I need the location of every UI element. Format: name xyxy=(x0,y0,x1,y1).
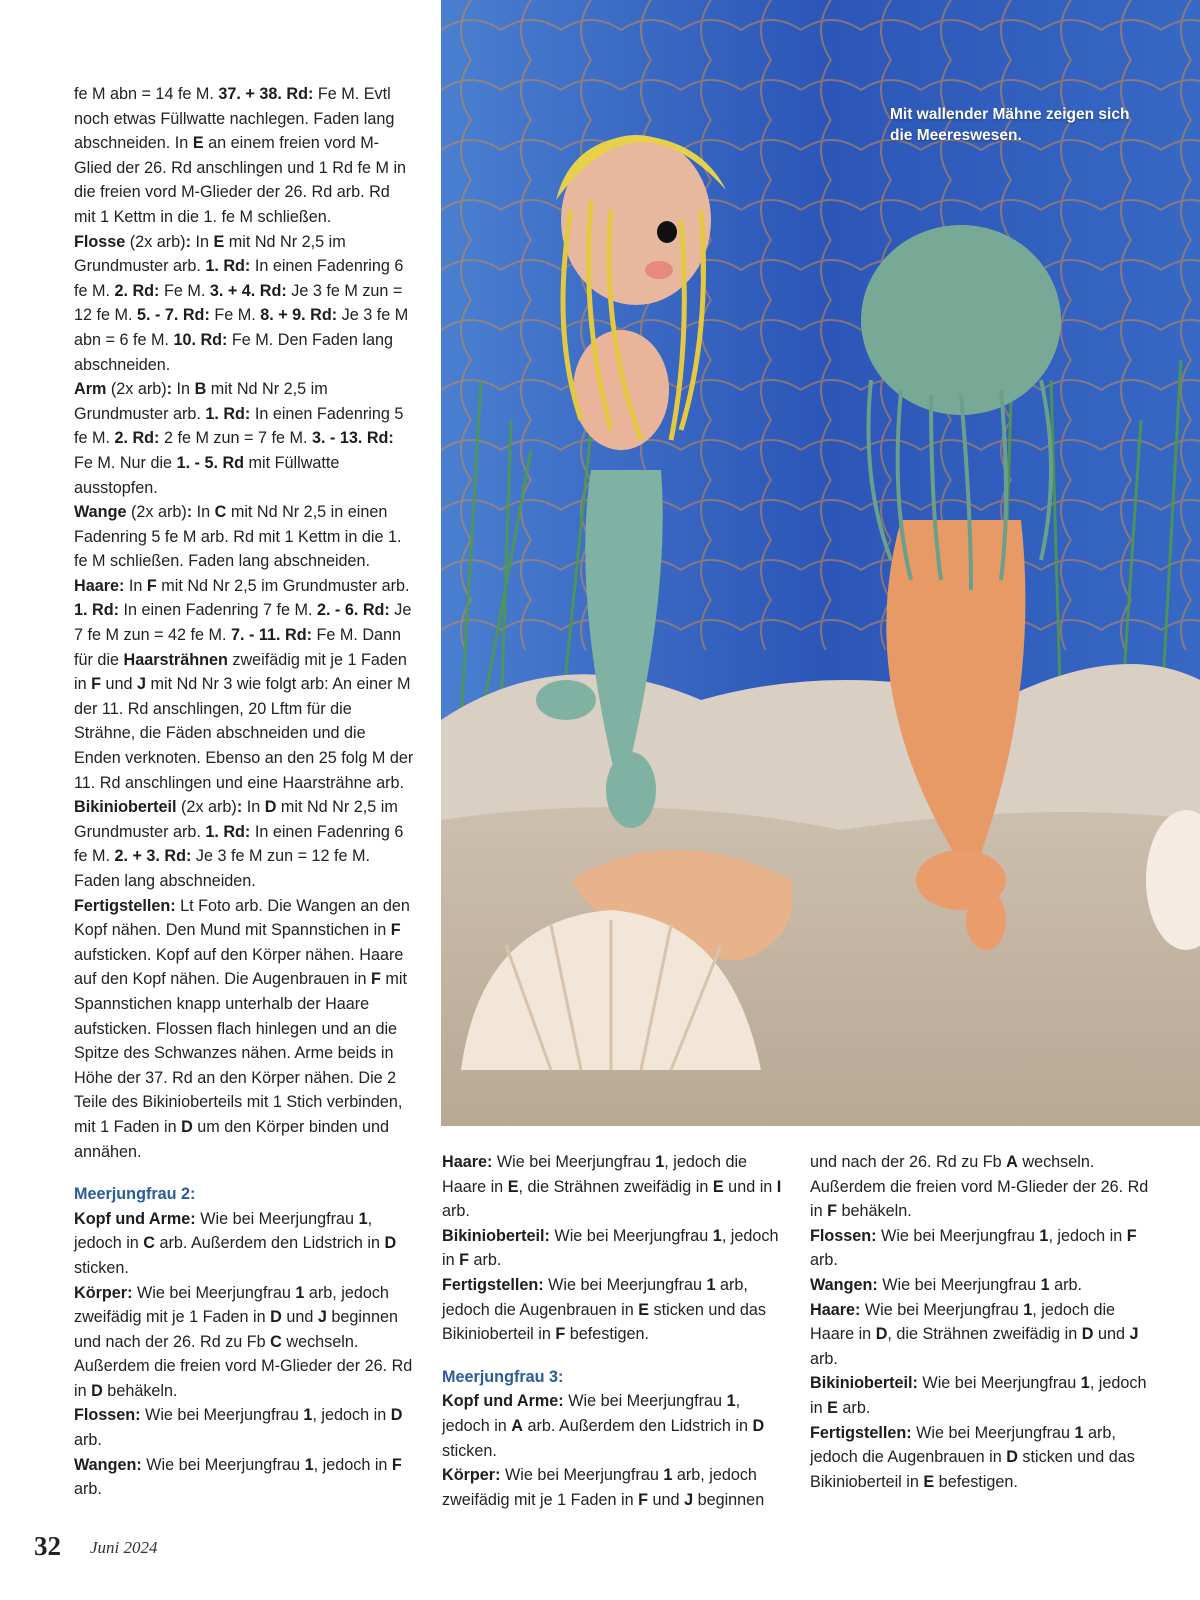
text-span: Wie bei Meerjungfrau xyxy=(141,1455,305,1474)
bold-span: D xyxy=(181,1117,193,1136)
bold-span: F xyxy=(459,1251,469,1270)
text-span: sticken und das Bikinioberteil in xyxy=(810,1448,1135,1491)
text-span: Wie bei Meerjungfrau xyxy=(543,1275,707,1294)
bold-span: 1 xyxy=(655,1153,665,1171)
text-span: (2x arb) xyxy=(125,232,186,251)
bold-span: D xyxy=(270,1308,282,1327)
text-span: , die Strähnen zweifädig in xyxy=(518,1177,713,1196)
paragraph-arm xyxy=(74,377,414,500)
bold-span: Haarsträhnen xyxy=(123,650,228,669)
middle-text-column xyxy=(442,1150,782,1512)
bold-span: Bikinioberteil: xyxy=(810,1374,918,1393)
text-span: In einen Fadenring 6 fe M. xyxy=(74,822,404,866)
paragraph-m3-fertig xyxy=(810,1421,1150,1495)
text-span: Wie bei Meerjungfrau xyxy=(549,1226,713,1245)
text-span: , jedoch die Haare in xyxy=(810,1300,1116,1344)
text-span: (2x arb) xyxy=(106,380,167,399)
text-span: fe M abn = 14 fe M. xyxy=(74,85,219,103)
text-span: mit Nd Nr 2,5 im Grundmuster arb. xyxy=(74,380,328,423)
bold-span: Kopf und Arme: xyxy=(74,1209,196,1228)
text-span: behäkeln. xyxy=(102,1381,178,1400)
text-span: und nach der 26. Rd zu Fb xyxy=(810,1153,1007,1171)
bold-span: 1. Rd: xyxy=(205,822,251,841)
bold-span: 3. + 4. Rd: xyxy=(209,281,287,300)
text-span: arb, jedoch zweifädig mit je 1 Faden in xyxy=(74,1283,389,1327)
paragraph-m3-haare xyxy=(810,1298,1150,1372)
page-number: 32 xyxy=(34,1531,61,1561)
text-span: arb, jedoch zweifädig mit je 1 Faden in xyxy=(442,1466,757,1509)
text-span: sticken und das Bikinioberteil in xyxy=(442,1300,767,1344)
bold-span: 3. - 13. Rd: xyxy=(311,429,394,448)
text-span: Wie bei Meerjungfrau xyxy=(917,1374,1081,1393)
bold-span: 1 xyxy=(706,1275,716,1294)
bold-span: C xyxy=(143,1234,155,1253)
text-span: , jedoch in xyxy=(74,1209,373,1253)
text-span: arb. xyxy=(810,1349,838,1368)
text-span: Wie bei Meerjungfrau xyxy=(563,1392,727,1411)
bold-span: A xyxy=(1006,1153,1018,1171)
text-span: (2x arb) xyxy=(126,503,187,522)
text-span: Je 3 fe M abn = 6 fe M. xyxy=(74,306,409,349)
text-span: 2 fe M zun = 7 fe M. xyxy=(159,429,312,448)
text-span: , die Strähnen zweifädig in xyxy=(887,1325,1082,1344)
text-span: mit Füllwatte ausstopfen. xyxy=(74,453,340,497)
text-span: Wie bei Meerjungfrau xyxy=(876,1226,1040,1245)
text-span: Wie bei Meerjungfrau xyxy=(140,1406,304,1425)
bold-span: E xyxy=(213,232,225,251)
bold-span: Arm xyxy=(74,380,107,399)
mermaid-fin-orange-tip xyxy=(966,890,1006,950)
paragraph-bikini xyxy=(74,795,414,893)
paragraph-m3-kopf xyxy=(442,1389,782,1463)
text-span: behäkeln. xyxy=(837,1202,912,1221)
bold-span: 2. Rd: xyxy=(114,281,160,300)
paragraph-m2-wangen xyxy=(74,1453,414,1502)
paragraph-m2-bikini xyxy=(442,1224,782,1273)
bold-span: C xyxy=(214,503,227,522)
bold-span: F xyxy=(1126,1226,1137,1245)
text-span: Fe M. xyxy=(159,281,210,300)
mermaid-fin-green xyxy=(606,752,656,828)
text-span: Wie bei Meerjungfrau xyxy=(877,1275,1041,1294)
section-heading-meerjungfrau-2: Meerjungfrau 2: xyxy=(74,1185,196,1204)
text-span: mit Nd Nr 3 wie folgt arb: An einer M der 11. Rd anschlingen, 20 Lftm für die Strähne, die Fäden abschneiden und die Enden verknoten. Ebenso an den 25 folg M der 11. Rd anschlingen und eine Haarsträhne arb. xyxy=(74,675,414,792)
text-span: , jedoch die Haare in xyxy=(442,1153,748,1196)
text-span: , jedoch in xyxy=(442,1226,779,1270)
paragraph-body-end xyxy=(74,82,414,230)
mermaid-cheek xyxy=(645,261,673,279)
text-span: Fe M. Dann für die xyxy=(74,626,402,669)
photo-illustration xyxy=(441,0,1200,1126)
fishing-net xyxy=(441,0,1200,650)
bold-span: J xyxy=(1129,1325,1139,1344)
text-span: arb, jedoch die Augenbrauen in xyxy=(810,1423,1116,1467)
text-span: arb. xyxy=(837,1398,871,1417)
text-span: mit Spannstichen knapp unterhalb der Haare aufsticken. Flossen flach hinlegen und an die Spitze des Schwanzes nähen. Arme beids in Höhe der 37. Rd an den Körper nähen. Die 2 Teile des Bikinioberteils mit 1 Stich verbinden, mit 1 Faden in xyxy=(74,970,407,1136)
section-heading-meerjungfrau-3: Meerjungfrau 3: xyxy=(442,1367,564,1386)
text-span: arb. xyxy=(442,1202,470,1221)
bold-span: 1. Rd: xyxy=(205,257,251,276)
bold-span: 1 xyxy=(663,1466,673,1485)
text-span: arb, jedoch die Augenbrauen in xyxy=(442,1275,748,1319)
bold-span: Fertigstellen: xyxy=(74,896,176,915)
text-span: mit Nd Nr 2,5 im Grundmuster arb. xyxy=(74,798,398,841)
text-span: , jedoch in xyxy=(1048,1226,1127,1245)
bold-span: 5. - 7. Rd: xyxy=(136,306,210,325)
text-span: Fe M. Nur die xyxy=(74,453,177,472)
mermaid-body xyxy=(573,330,669,450)
text-span: beginnen xyxy=(693,1490,765,1509)
mermaid-fin-green-side xyxy=(536,680,596,720)
text-span: arb. Außerdem den Lidstrich in xyxy=(155,1234,385,1253)
bold-span: Haare: xyxy=(810,1300,861,1319)
bold-span: J xyxy=(684,1490,694,1509)
mermaid-photo xyxy=(441,0,1200,1126)
bold-span: F xyxy=(390,921,401,940)
text-span: arb. Außerdem den Lidstrich in xyxy=(523,1416,753,1435)
text-span: Wie bei Meerjungfrau xyxy=(860,1300,1024,1319)
text-span: In xyxy=(242,798,265,817)
bold-span: E xyxy=(192,134,204,153)
paragraph-fertigstellen xyxy=(74,894,414,1165)
bold-span: Flosse xyxy=(74,232,126,251)
bold-span: 1 xyxy=(712,1226,722,1245)
bold-span: 37. + 38. Rd: xyxy=(218,85,314,103)
text-span: In einen Fadenring 7 fe M. xyxy=(118,601,317,620)
bold-span: : xyxy=(185,232,191,251)
text-span: befestigen. xyxy=(565,1325,649,1344)
bold-span: 2. Rd: xyxy=(114,429,160,448)
right-text-column xyxy=(810,1150,1150,1494)
bold-span: : xyxy=(166,380,173,399)
bold-span: D xyxy=(390,1406,403,1425)
text-span: Fe M. xyxy=(209,306,261,325)
text-span: Lt Foto arb. Die Wangen an den Kopf nähen. Den Mund mit Spannstichen in xyxy=(74,896,410,940)
bold-span: : xyxy=(186,503,193,522)
text-span: Wie bei Meerjungfrau xyxy=(195,1209,359,1228)
text-span: um den Körper binden und annähen. xyxy=(74,1117,389,1161)
text-span: an einem freien vord M-Glied der 26. Rd anschlingen und 1 Rd fe M in die freien vord M-Glieder der 26. Rd arb. Rd mit 1 Kettm in die 1. fe M schließen. xyxy=(74,134,407,226)
bold-span: 10. Rd: xyxy=(173,330,228,349)
bold-span: E xyxy=(923,1472,935,1491)
text-span: mit Nd Nr 2,5 im Grundmuster arb. xyxy=(156,576,410,595)
paragraph-m3-koerper-cont xyxy=(810,1150,1150,1224)
bold-span: Kopf und Arme: xyxy=(442,1392,564,1411)
bold-span: D xyxy=(1006,1448,1018,1467)
text-span: , jedoch in xyxy=(810,1374,1147,1417)
paragraph-m3-wangen xyxy=(810,1273,1150,1298)
bold-span: J xyxy=(317,1308,327,1327)
bold-span: B xyxy=(194,380,207,399)
paragraph-m2-flossen xyxy=(74,1403,414,1452)
text-span: In einen Fadenring 6 fe M. xyxy=(74,257,404,300)
bold-span: Wangen: xyxy=(74,1455,142,1474)
bold-span: Körper: xyxy=(442,1466,501,1485)
bold-span: Körper: xyxy=(74,1283,133,1302)
bold-span: F xyxy=(391,1455,402,1474)
bold-span: F xyxy=(827,1202,837,1221)
bold-span: E xyxy=(712,1177,724,1196)
bold-span: D xyxy=(384,1234,397,1253)
text-span: arb. xyxy=(74,1480,102,1499)
bold-span: F xyxy=(371,970,381,989)
bold-span: 1. Rd: xyxy=(205,404,251,423)
text-span: und xyxy=(1093,1325,1130,1344)
bold-span: Flossen: xyxy=(810,1226,877,1245)
bold-span: 1. Rd: xyxy=(74,601,119,620)
bold-span: Flossen: xyxy=(74,1406,141,1425)
text-span: und xyxy=(281,1308,318,1327)
bold-span: 1 xyxy=(303,1406,313,1425)
bold-span: F xyxy=(91,675,101,694)
bold-span: 1. - 5. Rd xyxy=(176,453,245,472)
photo-caption: Mit wallender Mähne zeigen sich die Meereswesen. xyxy=(890,106,1130,144)
text-span: Je 3 fe M zun = 12 fe M. xyxy=(74,281,403,325)
text-span: und in xyxy=(723,1177,777,1196)
text-span: arb. xyxy=(469,1251,502,1270)
text-span: Fe M. Den Faden lang abschneiden. xyxy=(74,330,393,374)
text-span: sticken. xyxy=(442,1441,497,1460)
text-span: , jedoch in xyxy=(312,1406,391,1425)
text-span: sticken. xyxy=(74,1258,129,1277)
bold-span: 1 xyxy=(295,1283,305,1302)
paragraph-m3-bikini xyxy=(810,1371,1150,1420)
issue-date: Juni 2024 xyxy=(90,1538,158,1557)
mermaid-head-green xyxy=(861,225,1061,415)
text-span: arb. xyxy=(1049,1275,1083,1294)
bold-span: F xyxy=(146,576,157,595)
text-span: Fe M. Evtl noch etwas Füllwatte nachlegen. Faden lang abschneiden. In xyxy=(74,85,395,153)
paragraph-m3-koerper xyxy=(442,1463,782,1512)
bold-span: Fertigstellen: xyxy=(810,1423,912,1442)
text-span: wechseln. Außerdem die freien vord M-Glieder der 26. Rd in xyxy=(74,1332,413,1400)
bold-span: D xyxy=(1081,1325,1094,1344)
bold-span: Bikinioberteil xyxy=(74,798,177,817)
text-span: In xyxy=(124,576,147,595)
text-span: , jedoch in xyxy=(442,1392,741,1435)
text-span: befestigen. xyxy=(934,1472,1018,1491)
text-span: Wie bei Meerjungfrau xyxy=(492,1153,656,1171)
bold-span: 1 xyxy=(1040,1275,1050,1294)
bold-span: D xyxy=(91,1381,103,1400)
paragraph-m2-koerper xyxy=(74,1281,414,1404)
paragraph-flosse xyxy=(74,230,414,378)
bold-span: 8. + 9. Rd: xyxy=(260,306,338,325)
bold-span: 1 xyxy=(1039,1226,1049,1245)
bold-span: Wangen: xyxy=(810,1275,878,1294)
bold-span: D xyxy=(752,1416,765,1435)
paragraph-wange xyxy=(74,500,414,574)
text-span: mit Nd Nr 2,5 im Grundmuster arb. xyxy=(74,232,346,276)
text-span: Je 7 fe M zun = 42 fe M. xyxy=(74,601,412,645)
text-span: und xyxy=(648,1490,685,1509)
bold-span: 7. - 11. Rd: xyxy=(231,626,312,645)
bold-span: I xyxy=(776,1177,782,1196)
paragraph-haare xyxy=(74,574,414,795)
text-span: beginnen und nach der 26. Rd zu Fb xyxy=(74,1308,399,1351)
text-span: mit Nd Nr 2,5 in einen Fadenring 5 fe M arb. Rd mit 1 Kettm in die 1. fe M schließen. Faden lang abschneiden. xyxy=(74,503,402,571)
bold-span: 2. - 6. Rd: xyxy=(316,601,390,620)
text-span: Wie bei Meerjungfrau xyxy=(911,1423,1075,1442)
bold-span: F xyxy=(638,1490,649,1509)
text-span: (2x arb) xyxy=(176,798,237,817)
bold-span: Fertigstellen: xyxy=(442,1275,544,1294)
bold-span: E xyxy=(638,1300,650,1319)
text-span: Wie bei Meerjungfrau xyxy=(132,1283,296,1302)
text-span: und xyxy=(101,675,138,694)
bold-span: J xyxy=(137,675,147,694)
text-span: In xyxy=(192,503,215,522)
text-span: arb. xyxy=(74,1431,102,1450)
text-span: Wie bei Meerjungfrau xyxy=(500,1466,664,1485)
bold-span: Haare: xyxy=(74,576,125,595)
paragraph-m2-haare xyxy=(442,1150,782,1224)
bold-span: : xyxy=(236,798,243,817)
text-span: In xyxy=(190,232,214,251)
bold-span: 1 xyxy=(1023,1300,1033,1319)
bold-span: C xyxy=(270,1332,282,1351)
text-span: , jedoch in xyxy=(313,1455,392,1474)
text-span: zweifädig mit je 1 Faden in xyxy=(74,650,407,694)
bold-span: A xyxy=(511,1416,523,1435)
bold-span: F xyxy=(555,1325,566,1344)
text-span: aufsticken. Kopf auf den Körper nähen. Haare auf den Kopf nähen. Die Augenbrauen in xyxy=(74,945,404,989)
bold-span: 1 xyxy=(1080,1374,1090,1393)
bold-span: Bikinioberteil: xyxy=(442,1226,550,1245)
text-span: Je 3 fe M zun = 12 fe M. Faden lang abschneiden. xyxy=(74,847,371,890)
bold-span: 1 xyxy=(358,1209,368,1228)
text-span: arb. xyxy=(810,1251,838,1270)
bold-span: D xyxy=(264,798,277,817)
bold-span: 1 xyxy=(304,1455,314,1474)
bold-span: 1 xyxy=(726,1392,736,1411)
mermaid-eye xyxy=(657,221,677,243)
bold-span: 2. + 3. Rd: xyxy=(114,847,192,866)
paragraph-m2-fertig xyxy=(442,1273,782,1347)
text-span: wechseln. Außerdem die freien vord M-Glieder der 26. Rd in xyxy=(810,1153,1149,1221)
bold-span: E xyxy=(507,1177,519,1196)
bold-span: D xyxy=(875,1325,888,1344)
bold-span: Wange xyxy=(74,503,127,522)
text-span: In einen Fadenring 5 fe M. xyxy=(74,404,404,448)
bold-span: E xyxy=(827,1398,838,1417)
text-span: In xyxy=(172,380,195,399)
paragraph-m3-flossen xyxy=(810,1224,1150,1273)
left-text-column xyxy=(74,82,414,1502)
bold-span: 1 xyxy=(1074,1423,1084,1442)
paragraph-m2-kopf xyxy=(74,1207,414,1281)
bold-span: Haare: xyxy=(442,1153,493,1171)
